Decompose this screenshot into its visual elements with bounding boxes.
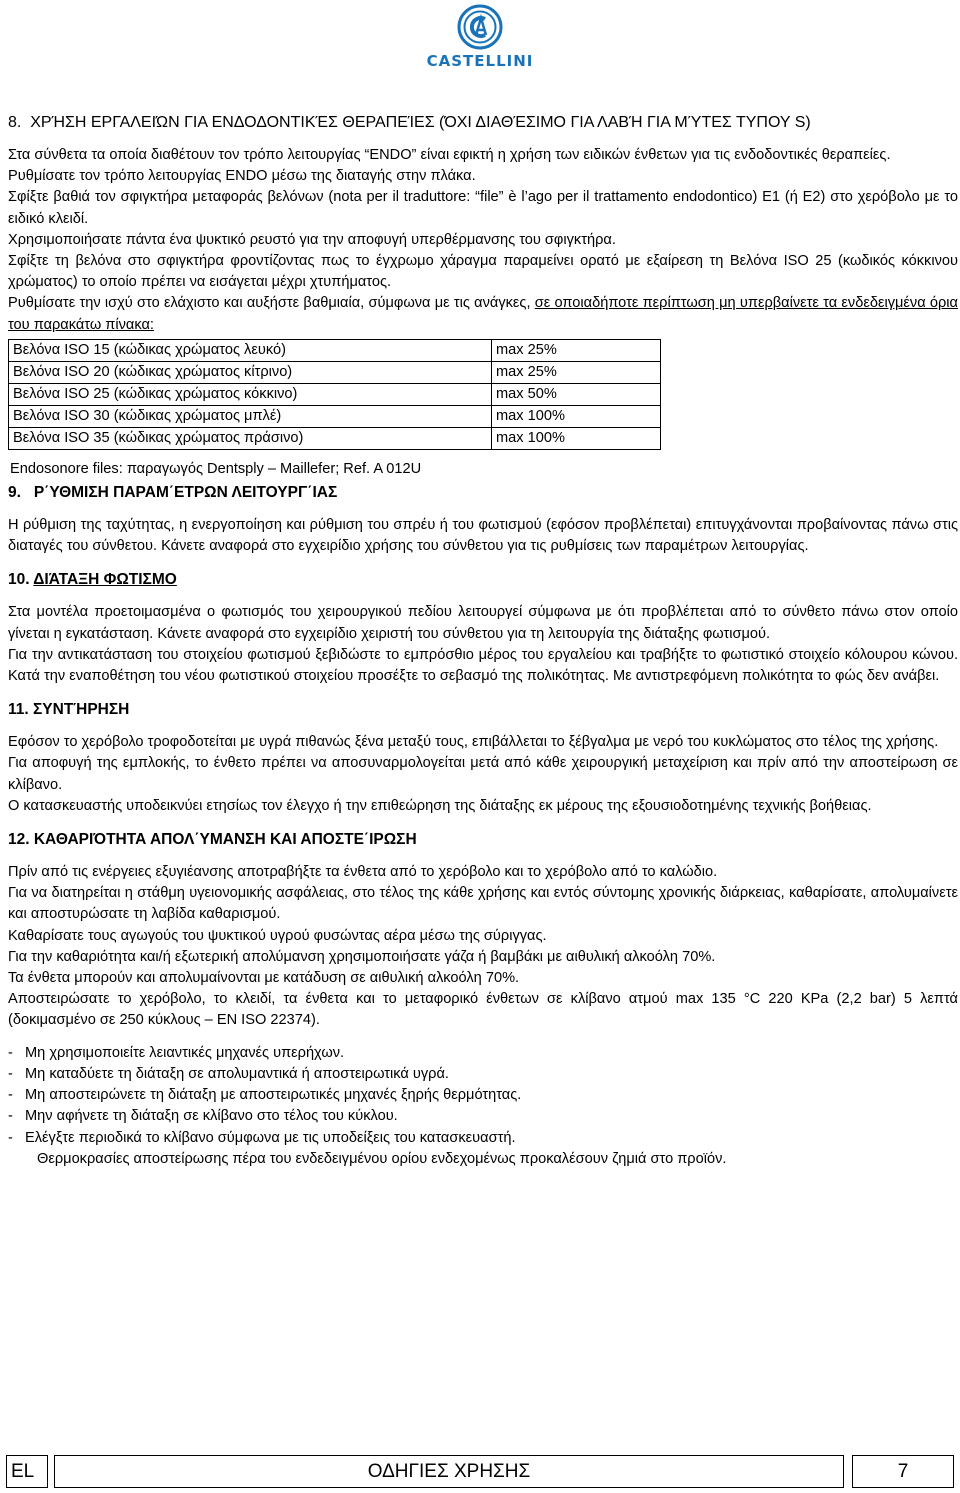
paragraph: Η ρύθμιση της ταχύτητας, η ενεργοποίηση και ρύθμιση του σπρέυ ή του φωτισμού (εφόσον προβλέπεται) επιτυγχάνονται προβαίνοντας πάνω στις διαταγές του σύνθετου. Κάνετε αναφορά στο εγχειρίδιο χρήσης του σύνθετου για τις ρυθμίσεις των παραμέτρων λειτουργίας. <box>8 517 958 555</box>
table-cell: Βελόνα ISO 15 (κώδικας χρώματος λευκό) <box>9 339 492 361</box>
paragraph: Ο κατασκευαστής υποδεικνύει ετησίως τον έλεγχο ή την επιθεώρηση της διάταξης εκ μέρους της εξουσιοδοτημένης τεχνικής βοήθειας. <box>8 797 872 814</box>
main-content <box>8 112 958 1170</box>
list-item: - Μην αφήνετε τη διάταξη σε κλίβανο στο τέλος του κύκλου. <box>8 1108 398 1125</box>
paragraph: Για την αντικατάσταση του στοιχείου φωτισμού ξεβιδώστε το εμπρόσθιο μέρος του εργαλείου και τραβήξτε το φωτιστικό στοιχείο κόλουρου κώνου. Κατά την εναποθέτηση του νέου φωτιστικού στοιχείου προσέξτε το σεβασμό της πολικότητας. Με αντιστρεφόμενη πολικότητα το φώς δεν ανάβει. <box>8 646 958 685</box>
table-cell: Βελόνα ISO 30 (κώδικας χρώματος μπλέ) <box>9 405 492 427</box>
list-item-continuation: Θερμοκρασίες αποστείρωσης πέρα του ενδεδειγμένου ορίου ενδεχομένως προκαλέσουν ζημιά στο προϊόν. <box>37 1150 727 1167</box>
castellini-emblem-icon <box>457 4 503 50</box>
endosonore-note: Endosonore files: παραγωγός Dentsply – Maillefer; Ref. A 012U <box>10 460 422 477</box>
table-cell: max 50% <box>492 383 661 405</box>
paragraph: Τα ένθετα μπορούν και απολυμαίνονται με κατάδυση σε αιθυλική αλκοόλη 70%. <box>8 970 520 987</box>
text: Ρυθμίσατε την ισχύ στο ελάχιστο και αυξήστε βαθμιαία, σύμφωνα με τις ανάγκες, <box>8 295 535 312</box>
brand-name: CASTELLINI <box>426 52 534 70</box>
table-cell: Βελόνα ISO 25 (κώδικας χρώματος κόκκινο) <box>9 383 492 405</box>
section-12-title: 12. ΚΑΘΑΡΙΌΤΗΤΑ ΑΠΟΛ΄ΥΜΑΝΣΗ ΚΑΙ ΑΠΟΣΤΕ΄ΙΡΩΣΗ <box>8 831 417 849</box>
underlined-text: σε οποιαδήποτε περίπτωση μη υπερβαίνετε τα ενδεδειγμένα όρια του παρακάτω πίνακα: <box>8 295 958 333</box>
section-9-title: 9. Ρ΄ΥΘΜΙΣΗ ΠΑΡΑΜ΄ΕΤΡΩΝ ΛΕΙΤΟΥΡΓ΄ΙΑΣ <box>8 484 338 502</box>
paragraph: Καθαρίσατε τους αγωγούς του ψυκτικού υγρού φυσώντας αέρα μέσω της σύριγγας. <box>8 927 547 944</box>
paragraph: Για αποφυγή της εμπλοκής, το ένθετο πρέπει να αποσυναρμολογείται μετά από κάθε χειρουργική μεταχείριση και πρίν από την αποστείρωση σε κλίβανο. <box>8 755 958 793</box>
paragraph: Για να διατηρείται η στάθμη υγειονομικής ασφάλειας, στο τέλος της κάθε χρήσης και εντός σύντομης χρονικής διάρκειας, καθαρίσατε, απολυμαίνετε και αποστυρώσατε τη λαβίδα καθαρισμού. <box>8 885 958 923</box>
table-row <box>9 383 661 405</box>
paragraph: Στα σύνθετα τα οποία διαθέτουν τον τρόπο λειτουργίας “ENDO” είναι εφικτή η χρήση των ειδικών ένθετων για τις ενδοδοντικές θεραπείες. <box>8 147 891 163</box>
paragraph: Αποστειρώσατε το χερόβολο, το κλειδί, τα ένθετα και το μεταφορικό ένθετων σε κλίβανο ατμού max 135 °C 220 KPa (2,2 bar) 5 λεπτά (δοκιμασμένο σε 250 κύκλους – EN ISO 22374). <box>8 991 958 1029</box>
section-11-title: 11. ΣΥΝΤΉΡΗΣΗ <box>8 701 130 719</box>
paragraph: Στα μοντέλα προετοιμασμένα ο φωτισμός του χειρουργικού πεδίου λειτουργεί σύμφωνα με ότι προβλέπεται από το σύνθετο πάνω στον οποίο γίνεται η εγκατάσταση. Κάνετε αναφορά στο εγχειρίδιο χειριστή του σύνθετου για τη λειτουργία της διάταξης φωτισμού. <box>8 604 958 642</box>
warnings-list <box>8 1043 958 1170</box>
table-row <box>9 361 661 383</box>
paragraph: Πρίν από τις ενέργειες εξυγιέανσης αποτραβήξτε τα ένθετα από το χερόβολο και το χερόβολο από το καλώδιο. <box>8 864 718 881</box>
paragraph: Χρησιμοποιήσατε πάντα ένα ψυκτικό ρευστό για την αποφυγή υπερθέρμανσης του σφιγκτήρα. <box>8 231 616 248</box>
footer-page-number: 7 <box>852 1455 954 1488</box>
list-item: - Μη καταδύετε τη διάταξη σε απολυμαντικά ή αποστειρωτικά υγρά. <box>8 1065 449 1082</box>
table-row <box>9 427 661 449</box>
section-8-title: 8. XΡΉΣΗ ΕΡΓΑΛΕΙΏΝ ΓΙΑ ΕΝΔΟΔΟΝΤΙΚΈΣ ΘΕΡΑΠΕΊΕΣ (ΌΧΙ ΔΙΑΘΈΣΙΜΟ ΓΙΑ ΛΑΒΉ ΓΙΑ ΜΎΤΕΣ ΤΥΠΟΥ S) <box>8 114 811 131</box>
table-row <box>9 339 661 361</box>
footer-title: ΟΔΗΓΙΕΣ ΧΡΗΣΗΣ <box>54 1455 844 1488</box>
paragraph: Σφίξτε βαθιά τον σφιγκτήρα μεταφοράς βελόνων (nota per il traduttore: “file” è l’ago per il trattamento endodontico) E1 (ή E2) στο χερόβολο με το ειδικό κλειδί. <box>8 189 958 227</box>
paragraph: Για την καθαριότητα και/ή εξωτερική απολύμανση χρησιμοποιήσατε γάζα ή βαμβάκι με αιθυλική αλκοόλη 70%. <box>8 948 716 965</box>
table-cell: max 100% <box>492 427 661 449</box>
list-item: - Ελέγξτε περιοδικά το κλίβανο σύμφωνα με τις υποδείξεις του κατασκευαστή. <box>8 1129 516 1146</box>
paragraph: Εφόσον το χερόβολο τροφοδοτείται με υγρά πιθανώς ξένα μεταξύ τους, επιβάλλεται το ξέβγαλμα με νερό του κυκλώματος στο τέλος της χρήσης. <box>8 734 939 751</box>
list-item: - Μη χρησιμοποιείτε λειαντικές μηχανές υπερήχων. <box>8 1044 345 1061</box>
page-footer <box>6 1455 956 1488</box>
footer-language: EL <box>6 1455 48 1488</box>
section-number: 10. <box>8 571 34 589</box>
table-row <box>9 405 661 427</box>
section-10-title <box>8 569 958 590</box>
table-cell: max 25% <box>492 361 661 383</box>
needle-limits-table <box>8 339 661 450</box>
list-item: - Μη αποστειρώνετε τη διάταξη με αποστειρωτικές μηχανές ξηρής θερμότητας. <box>8 1087 522 1104</box>
paragraph <box>8 293 958 335</box>
table-cell: max 25% <box>492 339 661 361</box>
table-cell: Βελόνα ISO 35 (κώδικας χρώματος πράσινο) <box>9 427 492 449</box>
castellini-logo <box>410 4 550 72</box>
table-cell: max 100% <box>492 405 661 427</box>
paragraph: Ρυθμίσατε τον τρόπο λειτουργίας ENDO μέσω της διαταγής στην πλάκα. <box>8 168 476 185</box>
section-title-text: ΔΙΆΤΑΞΗ ΦΩΤΙΣΜΟ <box>33 571 177 589</box>
paragraph: Σφίξτε τη βελόνα στο σφιγκτήρα φροντίζοντας πως το έγχρωμο χάραγμα παραμείνει ορατό με εξαίρεση τη Βελόνα ISO 25 (κωδικός κόκκινου χρώματος) το οποίο πρέπει να εισάγεται μέχρι χτυπήματος. <box>8 253 958 291</box>
table-cell: Βελόνα ISO 20 (κώδικας χρώματος κίτρινο) <box>9 361 492 383</box>
